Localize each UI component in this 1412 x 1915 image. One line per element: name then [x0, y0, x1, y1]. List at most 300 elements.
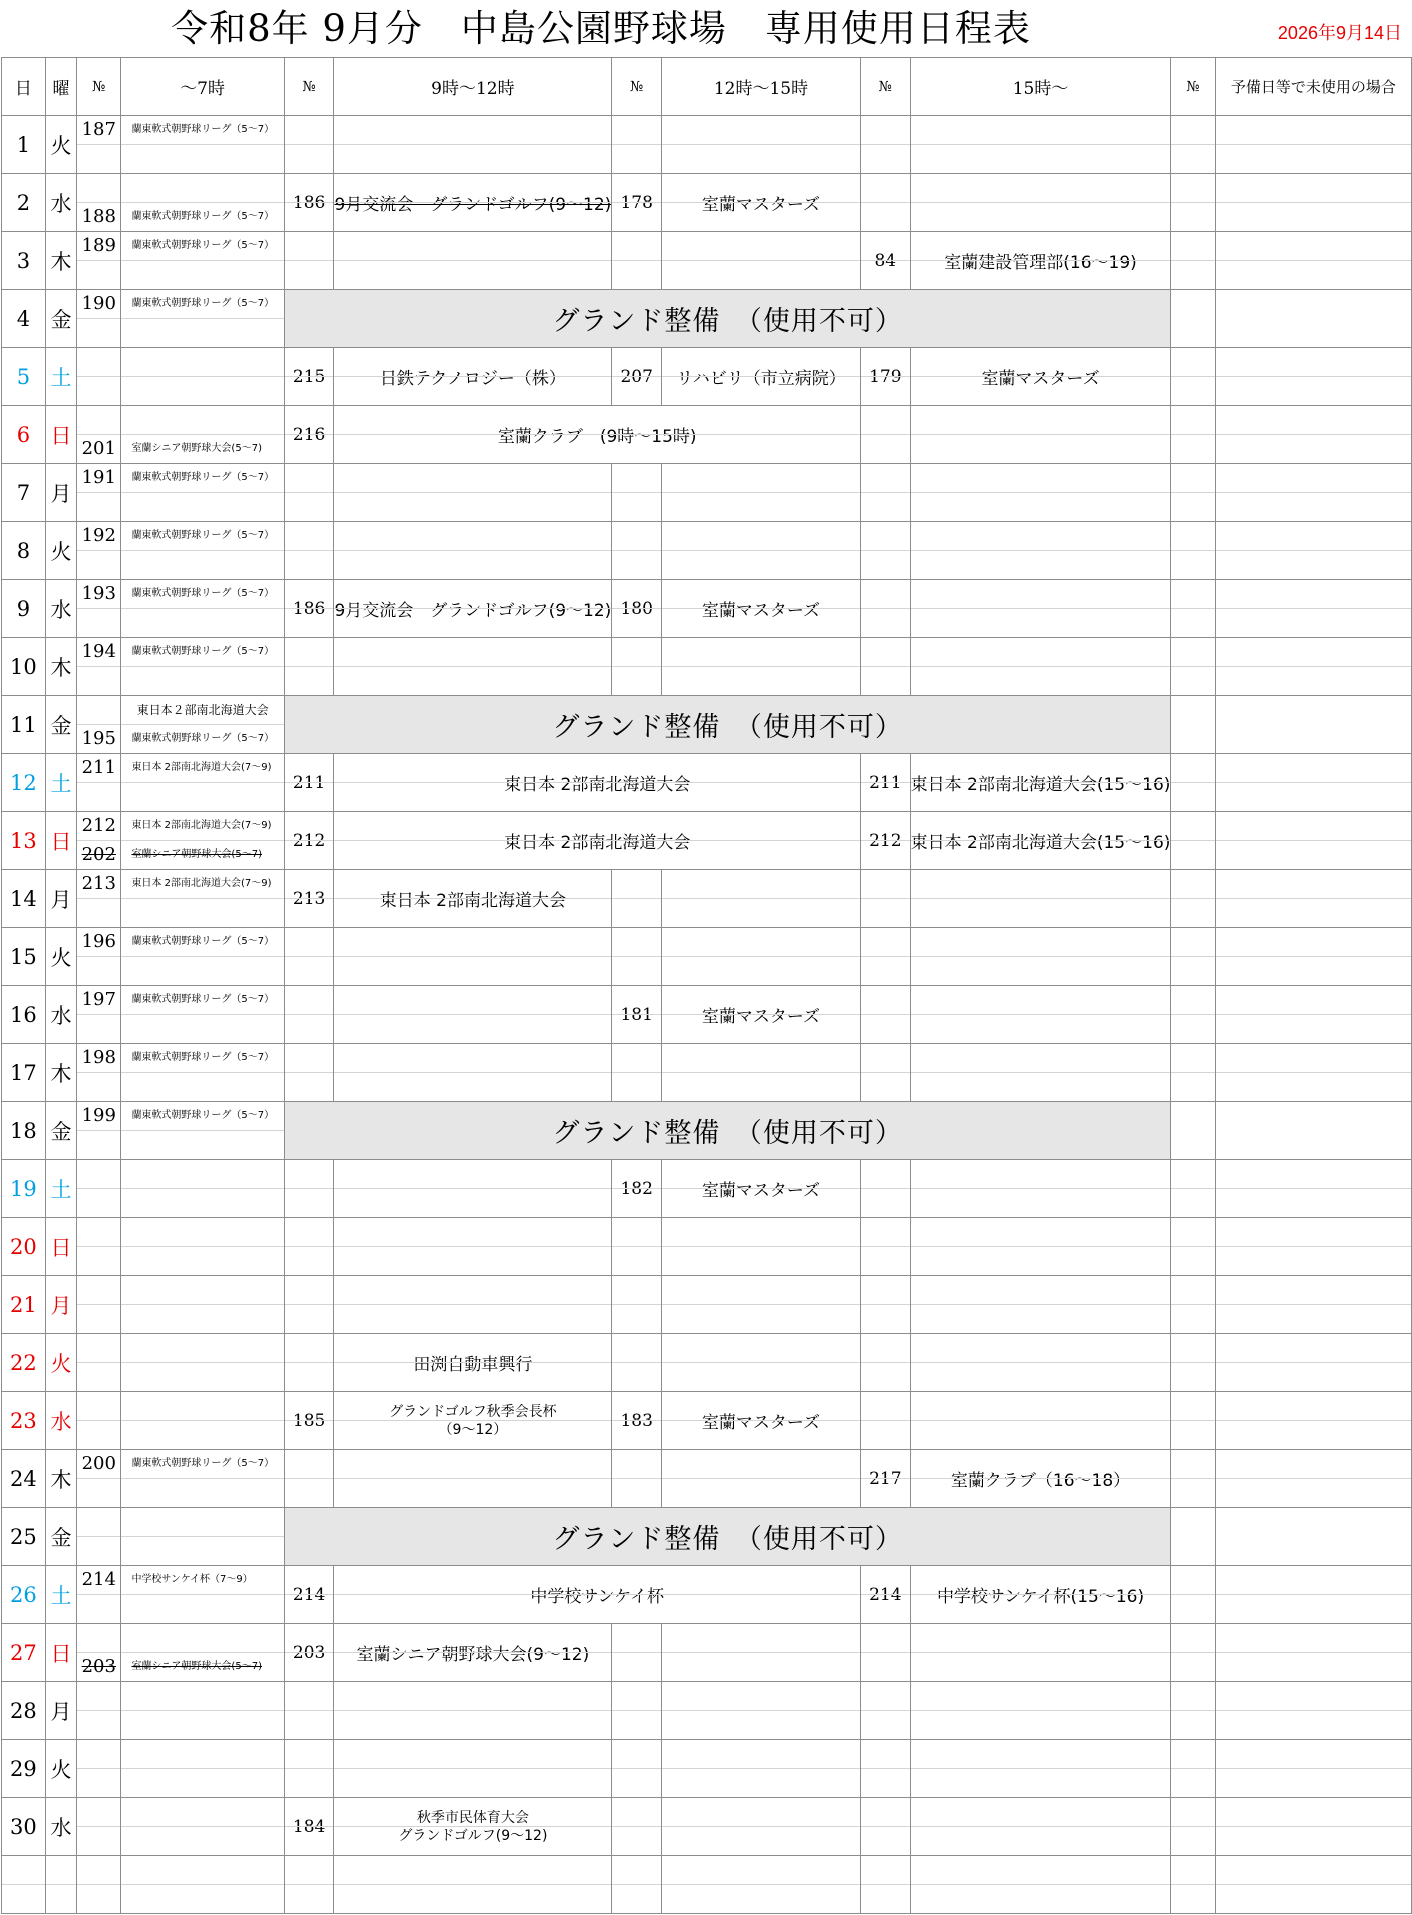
weekday: 火	[45, 522, 76, 580]
morning-no-cell	[284, 1160, 334, 1218]
booking-name: 蘭東軟式朝野球リーグ（5～7）	[131, 646, 275, 657]
no-cell	[1171, 1566, 1215, 1624]
afternoon-no-cell	[612, 1624, 662, 1682]
table-row	[2, 986, 1412, 1044]
weekday: 木	[45, 1450, 76, 1508]
weekday: 木	[45, 232, 76, 290]
morning-no-cell	[284, 1682, 334, 1740]
evening-slot-cell	[910, 1624, 1171, 1682]
booking-name: 蘭東軟式朝野球リーグ（5～7）	[131, 298, 275, 309]
booking-no: 186	[292, 598, 326, 619]
evening-no-cell	[860, 580, 910, 638]
evening-slot-cell	[910, 116, 1171, 174]
day-number: 24	[2, 1450, 46, 1508]
evening-slot-cell	[910, 1276, 1171, 1334]
header-no-1: №	[77, 58, 121, 116]
day-number: 19	[2, 1160, 46, 1218]
booking-no: 184	[292, 1816, 326, 1837]
evening-no-cell	[860, 1740, 910, 1798]
booking-name: 中学校サンケイ杯(15～16)	[936, 1587, 1145, 1607]
maintenance-cell: グランド整備 （使用不可）	[284, 1508, 1171, 1566]
table-row	[2, 1450, 1412, 1508]
booking-no: 192	[81, 525, 116, 546]
booking-name: 東日本 2部南北海道大会	[504, 833, 691, 853]
evening-slot-cell	[910, 1450, 1171, 1508]
early-slot-cell	[121, 1624, 284, 1682]
unused-note-cell	[1215, 290, 1411, 348]
booking-no: 178	[620, 192, 653, 213]
table-row	[2, 232, 1412, 290]
empty-cell	[910, 1856, 1171, 1914]
day-number: 25	[2, 1508, 46, 1566]
booking-no: 183	[620, 1410, 653, 1431]
table-row	[2, 754, 1412, 812]
table-row	[2, 1798, 1412, 1856]
unused-note-cell	[1215, 1392, 1411, 1450]
booking-name: 室蘭マスターズ	[701, 1007, 821, 1027]
booking-no: 195	[81, 728, 116, 749]
afternoon-no-cell	[612, 986, 662, 1044]
table-row	[2, 1682, 1412, 1740]
table-row	[2, 464, 1412, 522]
booking-name: 蘭東軟式朝野球リーグ（5～7）	[131, 211, 275, 222]
empty-cell	[284, 1856, 334, 1914]
day-number: 22	[2, 1334, 46, 1392]
weekday: 火	[45, 1740, 76, 1798]
booking-name: 蘭東軟式朝野球リーグ（5～7）	[131, 588, 275, 599]
morning-no-cell	[284, 348, 334, 406]
empty-cell	[1215, 1856, 1411, 1914]
early-no-cell	[77, 986, 121, 1044]
evening-slot-cell	[910, 406, 1171, 464]
booking-name: リハビリ（市立病院）	[676, 369, 846, 389]
booking-name: 室蘭建設管理部(16～19)	[944, 253, 1137, 273]
weekday: 月	[45, 464, 76, 522]
no-cell	[1171, 1160, 1215, 1218]
booking-no: 211	[81, 757, 116, 778]
no-cell	[1171, 1508, 1215, 1566]
no-cell	[1171, 1276, 1215, 1334]
early-slot-cell	[121, 1740, 284, 1798]
day-number: 5	[2, 348, 46, 406]
unused-note-cell	[1215, 116, 1411, 174]
day-number: 12	[2, 754, 46, 812]
booking-name: 室蘭マスターズ	[701, 195, 821, 215]
morning-no-cell	[284, 1334, 334, 1392]
no-cell	[1171, 928, 1215, 986]
unused-note-cell	[1215, 1566, 1411, 1624]
early-slot-cell	[121, 1276, 284, 1334]
early-slot-cell	[121, 1160, 284, 1218]
weekday: 火	[45, 1334, 76, 1392]
booking-name: 東日本 2部南北海道大会(7～9)	[131, 878, 272, 889]
day-number: 10	[2, 638, 46, 696]
booking-name: 蘭東軟式朝野球リーグ（5～7）	[131, 1110, 275, 1121]
afternoon-slot-cell	[662, 232, 861, 290]
booking-name: 蘭東軟式朝野球リーグ（5～7）	[131, 936, 275, 947]
no-cell	[1171, 638, 1215, 696]
afternoon-no-cell	[612, 522, 662, 580]
booking-name: 蘭東軟式朝野球リーグ（5～7）	[131, 1458, 275, 1469]
morning-slot-cell	[334, 580, 612, 638]
day-number: 17	[2, 1044, 46, 1102]
unused-note-cell	[1215, 696, 1411, 754]
afternoon-no-cell	[612, 1276, 662, 1334]
booking-name: 蘭東軟式朝野球リーグ（5～7）	[131, 240, 275, 251]
unused-note-cell	[1215, 1682, 1411, 1740]
evening-slot-cell	[910, 870, 1171, 928]
booking-name: 蘭東軟式朝野球リーグ（5～7）	[131, 124, 275, 135]
table-row	[2, 1218, 1412, 1276]
early-no-cell	[77, 754, 121, 812]
no-cell	[1171, 1334, 1215, 1392]
booking-name: グランドゴルフ秋季会長杯	[389, 1403, 557, 1420]
morning-no-cell	[284, 1276, 334, 1334]
afternoon-slot-cell	[662, 928, 861, 986]
afternoon-no-cell	[612, 638, 662, 696]
afternoon-slot-cell	[662, 464, 861, 522]
booking-name: 室蘭マスターズ	[701, 601, 821, 621]
table-row	[2, 812, 1412, 870]
early-no-cell	[77, 1392, 121, 1450]
afternoon-slot-cell	[662, 522, 861, 580]
booking-name: 蘭東軟式朝野球リーグ（5～7）	[131, 472, 275, 483]
unused-note-cell	[1215, 1798, 1411, 1856]
unused-note-cell	[1215, 1276, 1411, 1334]
empty-cell	[860, 1856, 910, 1914]
booking-no: 200	[81, 1453, 116, 1474]
evening-slot-cell	[910, 1160, 1171, 1218]
early-slot-cell	[121, 406, 284, 464]
unused-note-cell	[1215, 1450, 1411, 1508]
afternoon-no-cell	[612, 232, 662, 290]
weekday: 土	[45, 754, 76, 812]
weekday: 火	[45, 928, 76, 986]
morning-slot-cell	[334, 1334, 612, 1392]
early-slot-cell	[121, 870, 284, 928]
booking-name: （9～12）	[438, 1421, 508, 1438]
morning-slot-cell	[334, 1682, 612, 1740]
booking-name: 東日本 2部南北海道大会	[504, 775, 691, 795]
no-cell	[1171, 1392, 1215, 1450]
morning-slot-cell	[334, 232, 612, 290]
afternoon-no-cell	[612, 1798, 662, 1856]
booking-name: 9月交流会 グランドゴルフ(9～12)	[334, 195, 612, 215]
header-no-3: №	[612, 58, 662, 116]
header-no-4: №	[860, 58, 910, 116]
unused-note-cell	[1215, 1508, 1411, 1566]
weekday: 日	[45, 1624, 76, 1682]
evening-no-cell	[860, 232, 910, 290]
unused-note-cell	[1215, 464, 1411, 522]
no-cell	[1171, 348, 1215, 406]
no-cell	[1171, 1218, 1215, 1276]
day-number: 21	[2, 1276, 46, 1334]
no-cell	[1171, 1624, 1215, 1682]
early-no-cell	[77, 1740, 121, 1798]
weekday: 土	[45, 348, 76, 406]
booking-name: 室蘭マスターズ	[981, 369, 1100, 389]
booking-no: 214	[81, 1569, 116, 1590]
unused-note-cell	[1215, 1160, 1411, 1218]
evening-slot-cell	[910, 464, 1171, 522]
booking-no: 217	[869, 1468, 902, 1489]
day-number: 16	[2, 986, 46, 1044]
unused-note-cell	[1215, 1740, 1411, 1798]
morning-slot-cell	[334, 116, 612, 174]
booking-name: 東日本 2部南北海道大会(15～16)	[910, 833, 1171, 853]
evening-no-cell	[860, 638, 910, 696]
afternoon-slot-cell	[662, 348, 861, 406]
early-slot-cell	[121, 464, 284, 522]
evening-slot-cell	[910, 174, 1171, 232]
early-slot-cell	[121, 754, 284, 812]
weekday: 水	[45, 986, 76, 1044]
day-number: 23	[2, 1392, 46, 1450]
afternoon-no-cell	[612, 580, 662, 638]
morning-slot-cell	[334, 638, 612, 696]
day-number: 1	[2, 116, 46, 174]
header-unused-note: 予備日等で未使用の場合	[1215, 58, 1411, 116]
day-number: 6	[2, 406, 46, 464]
table-row	[2, 1102, 1412, 1160]
booking-name: 中学校サンケイ杯（7～9）	[131, 1574, 253, 1585]
early-no-cell	[77, 1798, 121, 1856]
morning-no-cell	[284, 464, 334, 522]
booking-no: 188	[81, 206, 116, 227]
table-row	[2, 1740, 1412, 1798]
booking-name: 室蘭シニア朝野球大会(5～7)	[131, 443, 262, 454]
weekday: 木	[45, 1044, 76, 1102]
evening-no-cell	[860, 1566, 910, 1624]
afternoon-no-cell	[612, 1044, 662, 1102]
header-no-2: №	[284, 58, 334, 116]
early-no-cell	[77, 464, 121, 522]
early-no-cell	[77, 290, 121, 348]
no-cell	[1171, 232, 1215, 290]
afternoon-no-cell	[612, 1682, 662, 1740]
afternoon-slot-cell	[662, 1624, 861, 1682]
booking-no: 187	[81, 119, 116, 140]
evening-slot-cell	[910, 1740, 1171, 1798]
afternoon-slot-cell	[662, 1276, 861, 1334]
table-row	[2, 406, 1412, 464]
evening-no-cell	[860, 464, 910, 522]
afternoon-no-cell	[612, 1450, 662, 1508]
table-row	[2, 638, 1412, 696]
evening-slot-cell	[910, 522, 1171, 580]
booking-name: 室蘭シニア朝野球大会(5～7)	[131, 1661, 262, 1672]
morning-no-cell	[284, 1392, 334, 1450]
morning-slot-cell	[334, 1624, 612, 1682]
empty-cell	[334, 1856, 612, 1914]
early-no-cell	[77, 580, 121, 638]
morning-slot-cell	[334, 464, 612, 522]
early-slot-cell	[121, 1566, 284, 1624]
weekday: 土	[45, 1160, 76, 1218]
table-row	[2, 1508, 1412, 1566]
afternoon-no-cell	[612, 174, 662, 232]
no-cell	[1171, 696, 1215, 754]
early-no-cell	[77, 116, 121, 174]
evening-no-cell	[860, 1218, 910, 1276]
booking-name: 東日本 2部南北海道大会(15～16)	[910, 775, 1171, 795]
booking-name: 室蘭シニア朝野球大会(9～12)	[356, 1645, 590, 1665]
unused-note-cell	[1215, 1102, 1411, 1160]
afternoon-slot-cell	[662, 174, 861, 232]
day-number: 3	[2, 232, 46, 290]
evening-no-cell	[860, 812, 910, 870]
early-no-cell	[77, 696, 121, 754]
table-row	[2, 1160, 1412, 1218]
weekday: 金	[45, 290, 76, 348]
weekday: 金	[45, 696, 76, 754]
booking-name: 東日本２部南北海道大会	[136, 703, 269, 717]
evening-no-cell	[860, 928, 910, 986]
early-no-cell	[77, 638, 121, 696]
issue-date: 2026年9月14日	[1277, 23, 1402, 43]
morning-no-cell	[284, 1450, 334, 1508]
afternoon-slot-cell	[662, 986, 861, 1044]
no-cell	[1171, 522, 1215, 580]
early-slot-cell	[121, 232, 284, 290]
empty-cell	[662, 1856, 861, 1914]
morning-slot-cell	[334, 1740, 612, 1798]
unused-note-cell	[1215, 348, 1411, 406]
evening-no-cell	[860, 1276, 910, 1334]
no-cell	[1171, 1102, 1215, 1160]
weekday: 日	[45, 1218, 76, 1276]
booking-no: 198	[81, 1047, 116, 1068]
no-cell	[1171, 174, 1215, 232]
early-no-cell	[77, 1508, 121, 1566]
evening-no-cell	[860, 348, 910, 406]
afternoon-no-cell	[612, 464, 662, 522]
booking-no: 214	[292, 1584, 326, 1605]
early-no-cell	[77, 1276, 121, 1334]
early-slot-cell	[121, 1450, 284, 1508]
early-no-cell	[77, 1334, 121, 1392]
evening-slot-cell	[910, 812, 1171, 870]
morning-slot-cell	[334, 1218, 612, 1276]
weekday: 月	[45, 1682, 76, 1740]
early-no-cell	[77, 348, 121, 406]
unused-note-cell	[1215, 638, 1411, 696]
early-no-cell	[77, 928, 121, 986]
evening-slot-cell	[910, 754, 1171, 812]
evening-no-cell	[860, 406, 910, 464]
morning-slot-cell	[334, 174, 612, 232]
early-no-cell	[77, 174, 121, 232]
afternoon-slot-cell	[662, 580, 861, 638]
afternoon-no-cell	[612, 1392, 662, 1450]
evening-no-cell	[860, 1334, 910, 1392]
booking-name: 9月交流会 グランドゴルフ(9～12)	[334, 601, 612, 621]
morning-no-cell	[284, 1740, 334, 1798]
unused-note-cell	[1215, 522, 1411, 580]
weekday: 水	[45, 580, 76, 638]
early-slot-cell	[121, 1044, 284, 1102]
early-slot-cell	[121, 812, 284, 870]
unused-note-cell	[1215, 928, 1411, 986]
morning-slot-cell	[334, 928, 612, 986]
booking-no: 199	[81, 1105, 116, 1126]
empty-cell	[612, 1856, 662, 1914]
afternoon-slot-cell	[662, 1218, 861, 1276]
booking-name: 蘭東軟式朝野球リーグ（5～7）	[131, 994, 275, 1005]
evening-no-cell	[860, 116, 910, 174]
morning-no-cell	[284, 870, 334, 928]
booking-no: 185	[292, 1410, 326, 1431]
weekday: 月	[45, 870, 76, 928]
table-row	[2, 290, 1412, 348]
header-slot-evening: 15時～	[910, 58, 1171, 116]
weekday: 金	[45, 1102, 76, 1160]
early-no-cell	[77, 522, 121, 580]
early-no-cell	[77, 1624, 121, 1682]
afternoon-no-cell	[612, 1740, 662, 1798]
no-cell	[1171, 580, 1215, 638]
header-weekday: 曜	[45, 58, 76, 116]
early-slot-cell	[121, 1102, 284, 1160]
morning-slot-cell	[334, 870, 612, 928]
unused-note-cell	[1215, 1334, 1411, 1392]
morning-afternoon-slot-cell	[334, 812, 860, 870]
unused-note-cell	[1215, 174, 1411, 232]
evening-no-cell	[860, 1160, 910, 1218]
booking-no: 201	[81, 438, 116, 459]
morning-no-cell	[284, 1044, 334, 1102]
booking-name: 東日本 2部南北海道大会(7～9)	[131, 820, 272, 831]
morning-afternoon-slot-cell	[334, 754, 860, 812]
day-number: 2	[2, 174, 46, 232]
no-cell	[1171, 1798, 1215, 1856]
booking-no: 212	[292, 830, 326, 851]
booking-no: 197	[81, 989, 116, 1010]
day-number: 18	[2, 1102, 46, 1160]
early-slot-cell	[121, 116, 284, 174]
booking-name: 田渕自動車興行	[413, 1355, 533, 1375]
evening-slot-cell	[910, 1392, 1171, 1450]
booking-name: 室蘭マスターズ	[701, 1413, 821, 1433]
early-slot-cell	[121, 1392, 284, 1450]
morning-no-cell	[284, 174, 334, 232]
morning-no-cell	[284, 1566, 334, 1624]
no-cell	[1171, 1044, 1215, 1102]
weekday: 日	[45, 406, 76, 464]
early-slot-cell	[121, 638, 284, 696]
morning-afternoon-slot-cell	[334, 1566, 860, 1624]
evening-slot-cell	[910, 928, 1171, 986]
booking-no: 191	[81, 467, 116, 488]
maintenance-cell: グランド整備 （使用不可）	[284, 696, 1171, 754]
booking-name: 室蘭クラブ (9時～15時)	[497, 427, 697, 447]
header-slot-early: ～7時	[121, 58, 284, 116]
no-cell	[1171, 986, 1215, 1044]
afternoon-no-cell	[612, 870, 662, 928]
weekday: 金	[45, 1508, 76, 1566]
early-slot-cell	[121, 696, 284, 754]
morning-slot-cell	[334, 522, 612, 580]
evening-slot-cell	[910, 986, 1171, 1044]
unused-note-cell	[1215, 1218, 1411, 1276]
evening-no-cell	[860, 1392, 910, 1450]
booking-no: 207	[620, 366, 653, 387]
evening-slot-cell	[910, 1682, 1171, 1740]
evening-no-cell	[860, 870, 910, 928]
evening-no-cell	[860, 986, 910, 1044]
booking-no: 216	[292, 424, 326, 445]
